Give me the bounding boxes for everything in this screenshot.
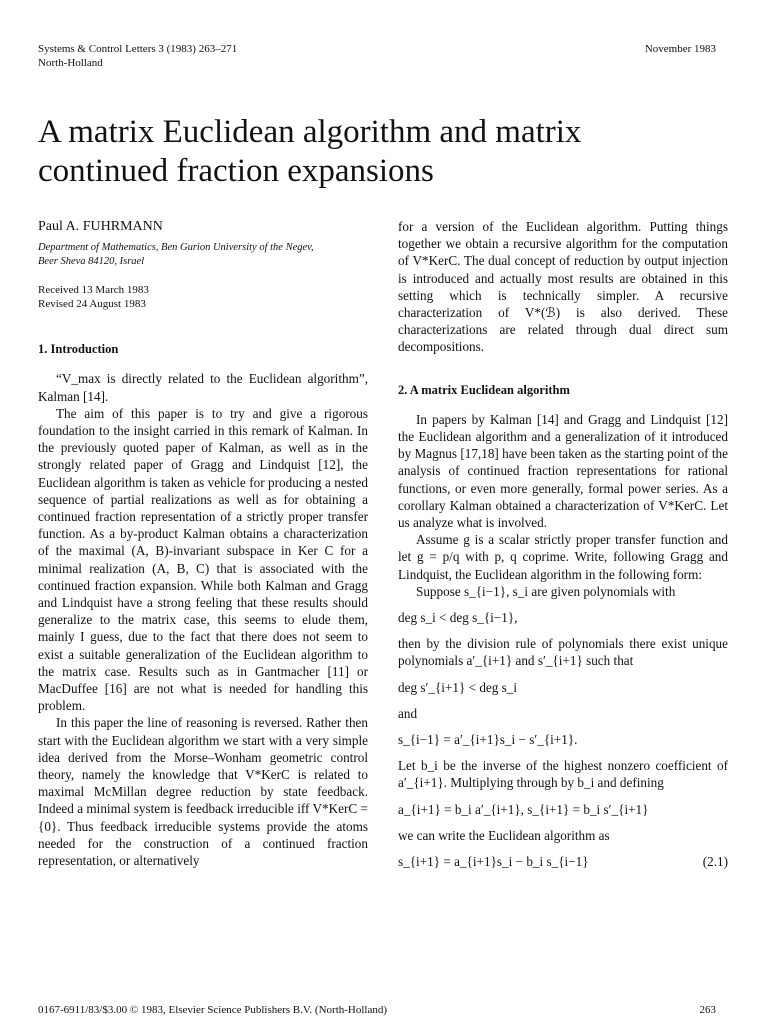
section-2-paragraph-4: then by the division rule of polynomials there exist unique polynomials a′_{i+1} and s′_{i+1} such that: [398, 636, 728, 669]
intro-paragraph-1: The aim of this paper is to try and give a rigorous foundation to the insight carried in this remark of Kalman. In the previously quoted paper of Kalman, as well as in the strongly related paper of Gragg and Lindquist [12], the Euclidean algorithm is taken as vehicle for producing a nested sequence of partial realizations as well as for obtaining a continued fraction representation of a strictly proper transfer function. As a by-product Kalman obtains a characterization of the maximal (A, B)-invariant subspace in Ker C for a minimal realization (A, B, C) that is associated with the continued fraction expansion. While both Kalman and Gragg and Lindquist have a strong feeling that these results should generalize to the matrix case, this seems to elude them, mainly I guess, due to the fact that there does not seem to exist a suitable generalization of the Euclidean algorithm to the matrix case. Results such as in Gantmacher [11] or MacDuffee [16] are not what is needed for handling this problem.: [38, 405, 368, 714]
revised-date: Revised 24 August 1983: [38, 298, 146, 311]
affiliation-line-1: Department of Mathematics, Ben Gurion University of the Negev,: [38, 242, 314, 254]
received-date: Received 13 March 1983: [38, 284, 149, 297]
equation-deg-2: deg s′_{i+1} < deg s_i: [398, 679, 518, 695]
publisher-name: North-Holland: [38, 57, 103, 69]
page-number: 263: [699, 1004, 716, 1016]
intro-quote: “V_max is directly related to the Euclidean algorithm”, Kalman [14].: [38, 371, 368, 404]
equation-definition: a_{i+1} = b_i a′_{i+1}, s_{i+1} = b_i s′_{i+1}: [398, 801, 649, 817]
author-name: Paul A. FUHRMANN: [38, 219, 163, 234]
issue-date: November 1983: [644, 43, 716, 55]
equation-2-1-number: (2.1): [702, 854, 728, 870]
section-2-paragraph-5: Let b_i be the inverse of the highest nonzero coefficient of a′_{i+1}. Multiplying through by b_i and defining: [398, 758, 728, 791]
affiliation: [38, 241, 368, 269]
section-2-heading: 2. A matrix Euclidean algorithm: [398, 382, 570, 397]
right-paragraph-1: for a version of the Euclidean algorithm. Putting things together we obtain a recursive algorithm for the computation of V*KerC. The dual concept of reduction by output injection is introduced and actually most results are obtained in this setting which is technically simpler. A recursive characterization of V*(ℬ) is also derived. These characterizations are related through dual direct sum decompositions.: [398, 219, 728, 355]
and-text: and: [398, 705, 418, 721]
title-line-2: continued fraction expansions: [38, 153, 434, 189]
equation-2-1-body: s_{i+1} = a_{i+1}s_i − b_i s_{i−1}: [398, 854, 589, 870]
equation-deg-1: deg s_i < deg s_{i−1},: [398, 610, 518, 626]
section-2-paragraph-3: Suppose s_{i−1}, s_i are given polynomials with: [416, 583, 676, 599]
section-2-paragraph-2: Assume g is a scalar strictly proper transfer function and let g = p/q with p, q coprime. Write, following Gragg and Lindquist, the Euclidean algorithm in the following form:: [398, 532, 728, 582]
intro-paragraph-2: In this paper the line of reasoning is reversed. Rather then start with the Euclidean algorithm we start with a very simple idea derived from the Morse–Wonham geometric control theory, namely the knowledge that V*KerC is related to maximal McMillan degree reduction by state feedback. Indeed a minimal system is feedback irreducible iff V*KerC = {0}. Thus feedback irreducible systems provide the atoms needed for the construction of a continued fraction representation, or alternatively: [38, 715, 368, 869]
received-dates: [38, 283, 368, 311]
equation-2-1: [398, 853, 728, 870]
paper-title: [38, 113, 738, 191]
section-1-heading: 1. Introduction: [38, 342, 119, 357]
affiliation-line-2: Beer Sheva 84120, Israel: [38, 256, 145, 268]
section-2-paragraph-1: In papers by Kalman [14] and Gragg and Lindquist [12] the Euclidean algorithm and a generalization of it introduced by Magnus [17,18] have been taken as the starting point of the analysis of continued fraction representations for rational functions, or even more generally, formal power series. As a corollary Kalman obtained a characterization of V*KerC. Let us analyze what is involved.: [398, 411, 728, 531]
equation-division: s_{i−1} = a′_{i+1}s_i − s′_{i+1}.: [398, 732, 578, 748]
left-column: [38, 218, 368, 869]
right-column: [398, 218, 728, 879]
footer-copyright: 0167-6911/83/$3.00 © 1983, Elsevier Science Publishers B.V. (North-Holland): [38, 1004, 388, 1016]
title-line-1: A matrix Euclidean algorithm and matrix: [38, 114, 582, 150]
section-2-paragraph-6: we can write the Euclidean algorithm as: [398, 827, 610, 843]
journal-header: [38, 42, 237, 70]
journal-citation: Systems & Control Letters 3 (1983) 263–271: [38, 43, 238, 55]
